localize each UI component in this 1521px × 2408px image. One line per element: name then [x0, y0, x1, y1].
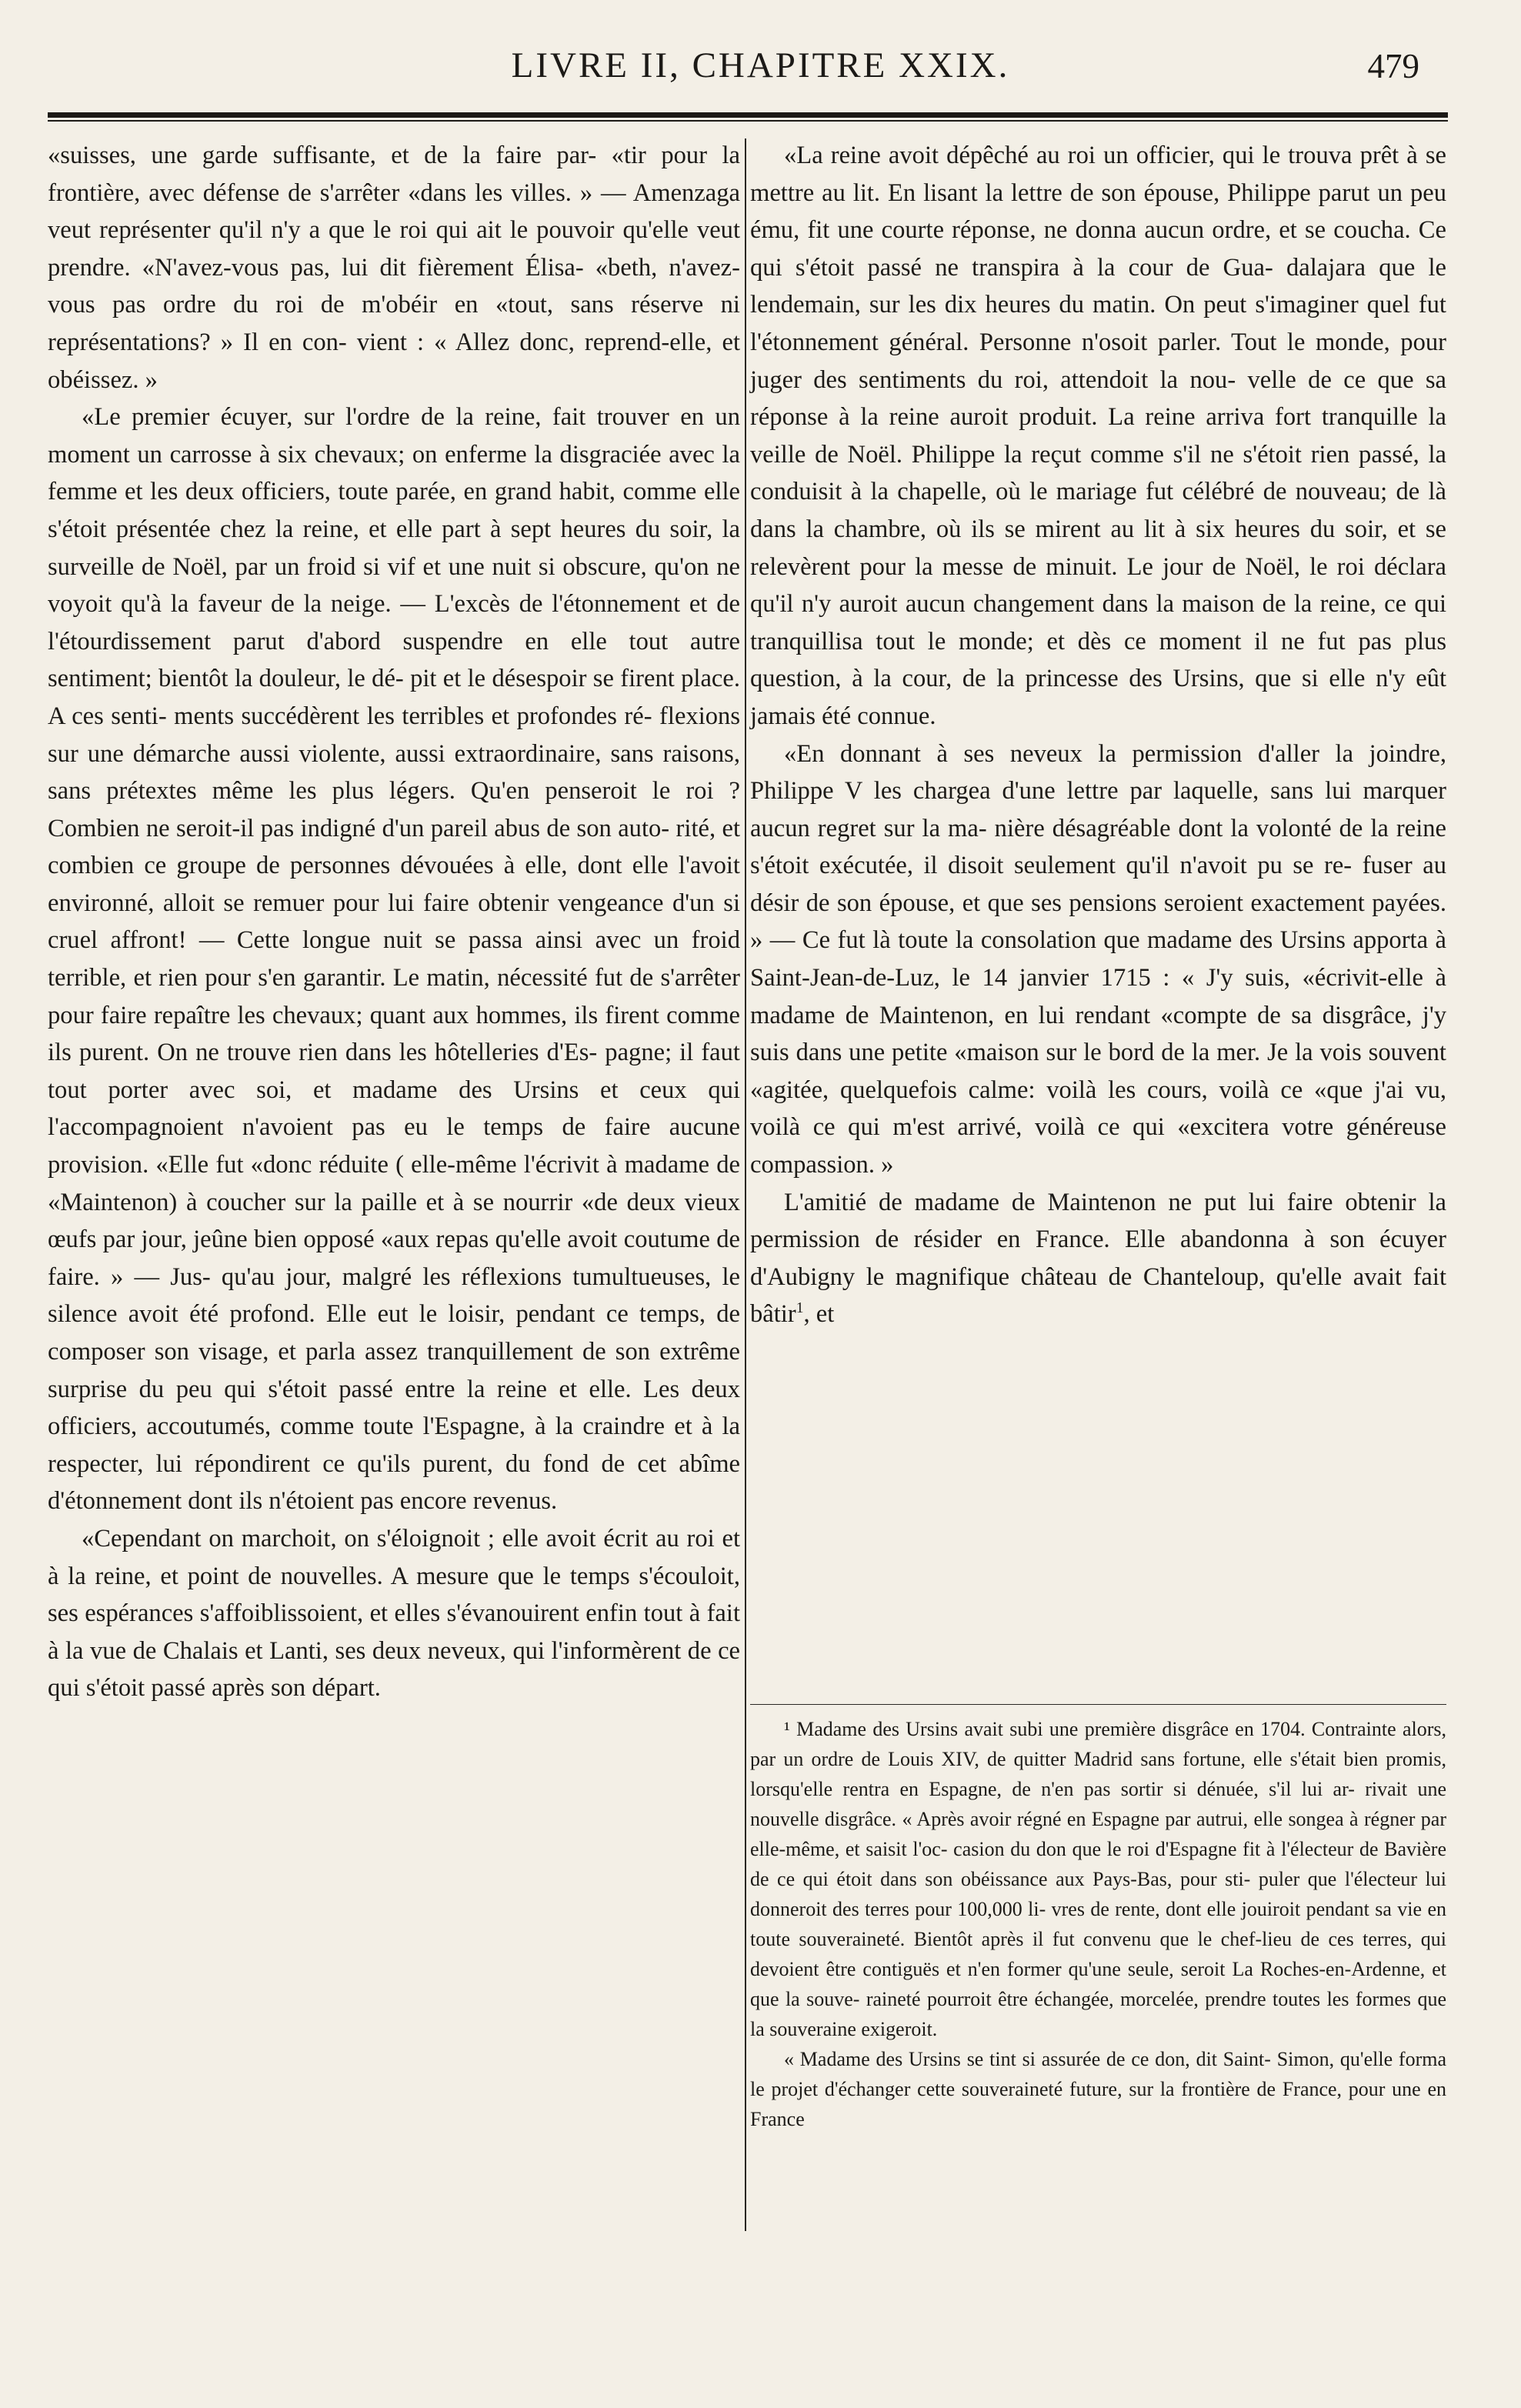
page-header	[0, 45, 1521, 98]
right-column	[750, 137, 1446, 1333]
page-number: 479	[1367, 47, 1419, 85]
footnote-1: ¹ Madame des Ursins avait subi une première disgrâce en 1704. Contrainte alors, par un ordre de Louis XIV, de quitter Madrid sans fortune, elle s'était bien promis, lorsqu'elle rentra en Espagne, de n'en pas sortir si dénuée, s'il lui ar- rivait une nouvelle disgrâce. « Après avoir régné en Espagne par autrui, elle songea à régner par elle-même, et saisit l'oc- casion du don que le roi d'Espagne fit à l'électeur de Bavière de ce qui étoit dans son obéissance aux Pays-Bas, pour sti- puler que l'électeur lui donneroit des terres pour 100,000 li- vres de rente, dont elle jouiroit pendant sa vie en toute souveraineté. Bientôt après il fut convenu que le chef-lieu de ces terres, qui devoient être contiguës et n'en former qu'une seule, seroit La Roches-en-Ardenne, et que la souve- raineté pourroit être échangée, morcelée, prendre toutes les formes que la souveraine exigeroit.	[750, 1718, 1446, 2040]
footnote-1-continued: « Madame des Ursins se tint si assurée de ce don, dit Saint- Simon, qu'elle forma le projet d'échanger cette souveraineté future, sur la frontière de France, pour une en France	[750, 2048, 1446, 2130]
header-rule-thin	[48, 120, 1448, 122]
left-paragraph-2: «Le premier écuyer, sur l'ordre de la reine, fait trouver en un moment un carrosse à six chevaux; on enferme la disgraciée avec la femme et les deux officiers, toute parée, en grand habit, comme elle s'étoit présentée chez la reine, et elle part à sept heures du soir, la surveille de Noël, par un froid si vif et une nuit si obscure, qu'on ne voyoit qu'à la faveur de la neige. — L'excès de l'étonnement et de l'étourdissement parut d'abord suspendre en elle tout autre sentiment; bientôt la douleur, le dé- pit et le désespoir se firent place. A ces senti- ments succédèrent les terribles et profondes ré- flexions sur une démarche aussi violente, aussi extraordinaire, sans raisons, sans prétextes même les plus légers. Qu'en penseroit le roi ? Combien ne seroit-il pas indigné d'un pareil abus de son auto- rité, et combien ce groupe de personnes dévouées à elle, dont elle l'avoit environné, alloit se remuer pour lui faire obtenir vengeance d'un si cruel affront! — Cette longue nuit se passa ainsi avec un froid terrible, et rien pour s'en garantir. Le matin, nécessité fut de s'arrêter pour faire repaître les chevaux; quant aux hommes, ils firent comme ils purent. On ne trouve rien dans les hôtelleries d'Es- pagne; il faut tout porter avec soi, et madame des Ursins et ceux qui l'accompagnoient n'avoient pas eu le temps de faire aucune provision. «Elle fut «donc réduite ( elle-même l'écrivit à madame de «Maintenon) à coucher sur la paille et à se nourrir «de deux vieux œufs par jour, jeûne bien opposé «aux repas qu'elle avoit coutume de faire. » — Jus- qu'au jour, malgré les réflexions tumultueuses, le silence avoit été profond. Elle eut le loisir, pendant ce temps, de composer son visage, et parla assez tranquillement de son extrême surprise du peu qui s'étoit passé entre la reine et elle. Les deux officiers, accoutumés, comme toute l'Espagne, à la craindre et à la respecter, lui répondirent ce qu'ils purent, du fond de cet abîme d'étonnement dont ils n'étoient pas encore revenus.	[48, 403, 740, 1516]
right-paragraph-1: «La reine avoit dépêché au roi un officier, qui le trouva prêt à se mettre au lit. En lisant la lettre de son épouse, Philippe parut un peu ému, fit une courte réponse, ne donna aucun ordre, et se coucha. Ce qui s'étoit passé ne transpira à la cour de Gua- dalajara que le lendemain, sur les dix heures du matin. On peut s'imaginer quel fut l'étonnement général. Personne n'osoit parler. Tout le monde, pour juger des sentiments du roi, attendoit la nou- velle de ce que sa réponse à la reine auroit produit. La reine arriva fort tranquille la veille de Noël. Philippe la reçut comme s'il ne s'étoit rien passé, la conduisit à la chapelle, où le mariage fut célébré de nouveau; de là dans la chambre, où ils se mirent au lit à six heures du soir, et se relevèrent pour la messe de minuit. Le jour de Noël, le roi déclara qu'il n'y auroit aucun changement dans la maison de la reine, ce qui tranquillisa tout le monde; et dès ce moment il ne fut pas plus question, à la cour, de la princesse des Ursins, que si elle n'y eût jamais été connue.	[750, 142, 1446, 730]
left-paragraph-1: «suisses, une garde suffisante, et de la faire par- «tir pour la frontière, avec défense de s'arrêter «dans les villes. » — Amenzaga veut représenter qu'il n'y a que le roi qui ait le pouvoir qu'elle veut prendre. «N'avez-vous pas, lui dit fièrement Élisa- «beth, n'avez-vous pas ordre du roi de m'obéir en «tout, sans réserve ni représentations? » Il en con- vient : « Allez donc, reprend-elle, et obéissez. »	[48, 142, 740, 394]
footnotes-rule	[750, 1704, 1446, 1705]
running-title: LIVRE II, CHAPITRE XXIX.	[511, 45, 1010, 85]
right-paragraph-3	[750, 1184, 1446, 1333]
column-divider	[745, 138, 746, 2231]
left-paragraph-3: «Cependant on marchoit, on s'éloignoit ; elle avoit écrit au roi et à la reine, et point de nouvelles. A mesure que le temps s'écouloit, ses espérances s'affoiblissoient, et elles s'évanouirent enfin tout à fait à la vue de Chalais et Lanti, ses deux neveux, qui l'informèrent de ce qui s'étoit passé après son départ.	[48, 1524, 740, 1703]
right-paragraph-2: «En donnant à ses neveux la permission d'aller la joindre, Philippe V les chargea d'une lettre par laquelle, sans lui marquer aucun regret sur la ma- nière désagréable dont la volonté de la reine s'étoit exécutée, il disoit seulement qu'il n'avoit pu se re- fuser au désir de son épouse, et que ses pensions seroient exactement payées. » — Ce fut là toute la consolation que madame des Ursins apporta à Saint-Jean-de-Luz, le 14 janvier 1715 : « J'y suis, «écrivit-elle à madame de Maintenon, en lui rendant «compte de sa disgrâce, j'y suis dans une petite «maison sur le bord de la mer. Je la vois souvent «agitée, quelquefois calme: voilà les cours, voilà ce «que j'ai vu, voilà ce qui m'est arrivé, voilà ce qui «excitera votre généreuse compassion. »	[750, 739, 1446, 1179]
left-column	[48, 137, 740, 1707]
header-rule	[48, 112, 1448, 118]
right-paragraph-3-text: L'amitié de madame de Maintenon ne put lui faire obtenir la permission de résider en France. Elle abandonna à son écuyer d'Aubigny le magnifique château de Chanteloup, qu'elle avait fait bâtir	[750, 1188, 1446, 1329]
footnote-ref-1: 1	[796, 1300, 804, 1317]
footnotes	[750, 1714, 1446, 2134]
right-paragraph-3-end: , et	[803, 1300, 835, 1329]
